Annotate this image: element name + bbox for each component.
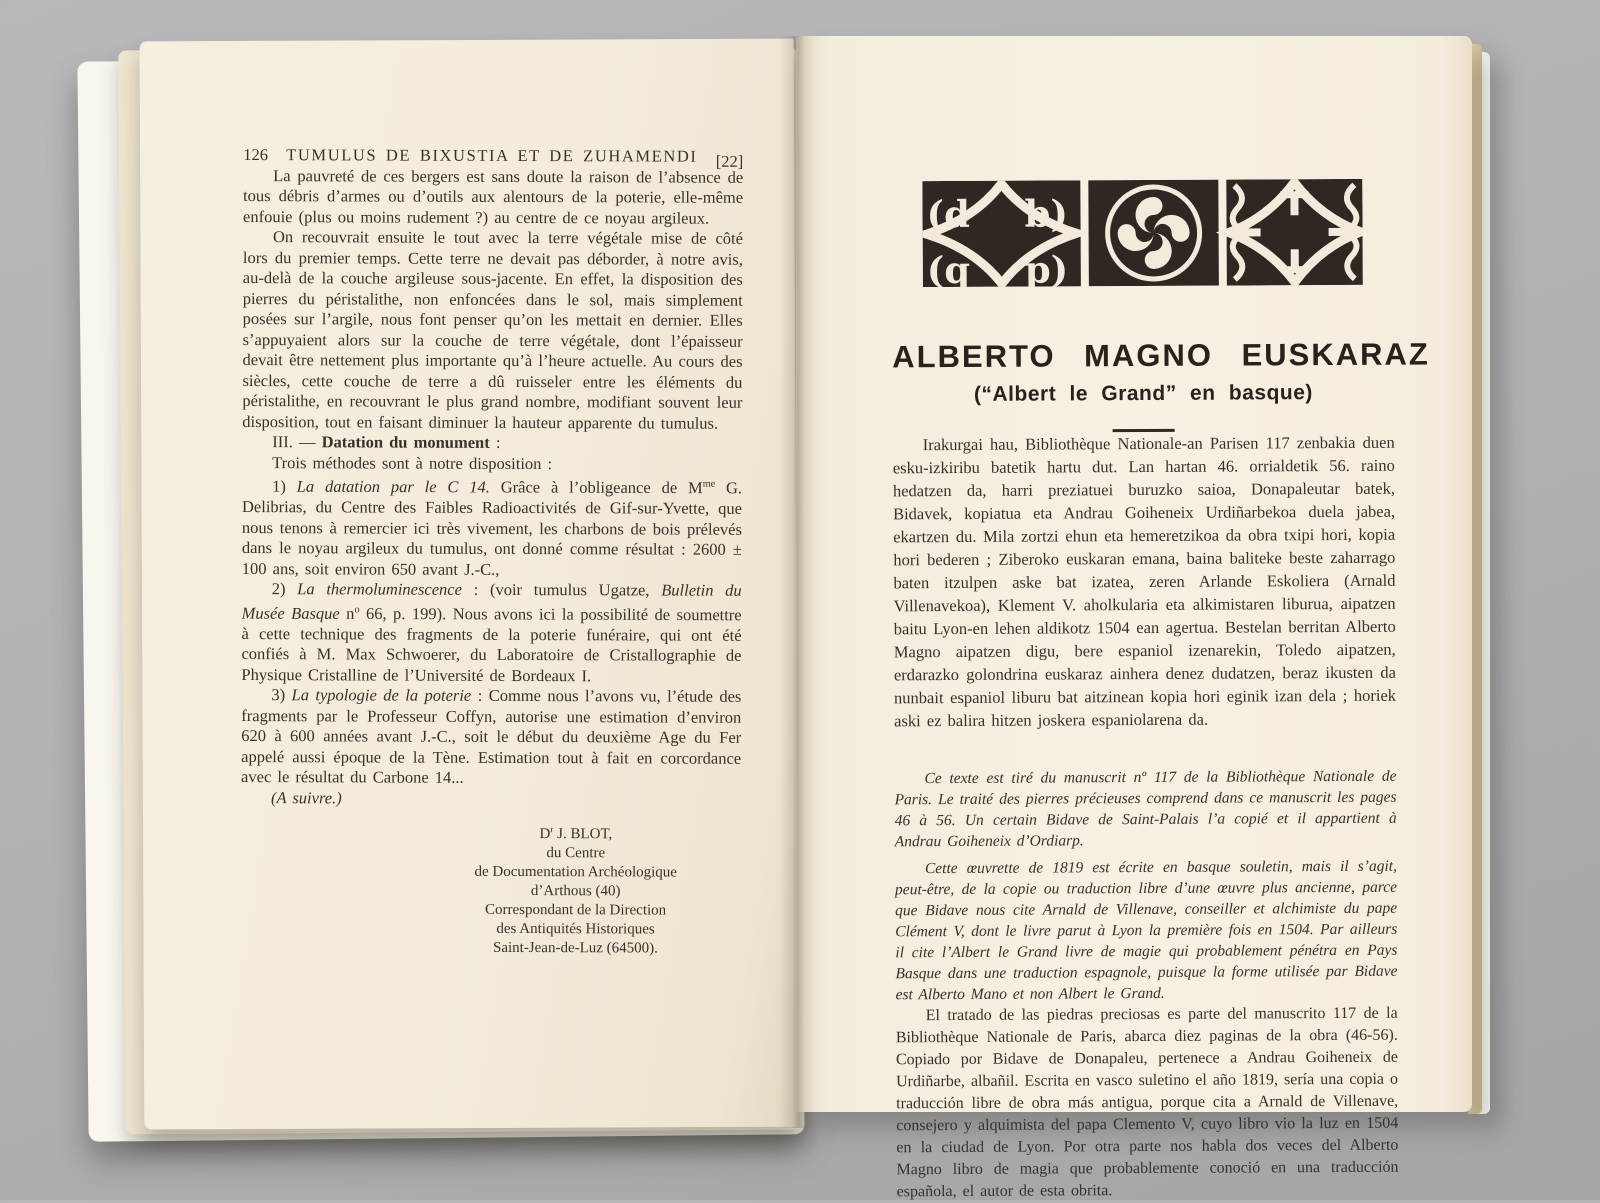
- numbered-item-1: 1) La datation par le C 14. Grâce à l’obligeance de $M^{me}$ G. Delibrias, du Centre des Faibles Radioactivités de Gif-sur-Yvette, que nous tenons à remercier ici très vivement, les charbons de bois prélevés dans le noyau argileux du tumulus, ont donné comme résultat : 2600 ± 100 ans, soit environ 650 avant J.-C.,: [241, 476, 743, 579]
- svg-text:(q: (q: [926, 247, 971, 288]
- running-head: [243, 145, 744, 171]
- right-page: [796, 36, 1472, 1201]
- continuation-note: (A suivre.): [270, 787, 342, 807]
- open-book: [80, 36, 1492, 1201]
- author-signature-block: $D^r$ J. BLOT, du Centre de Documentation Archéologique d’Arthous (40) Correspondant de la Direction des Antiquités Historiques Saint-Jean-de-Luz (64500).: [474, 825, 677, 957]
- ornament-tile-left: [922, 180, 1081, 287]
- french-italic-block: [894, 766, 1397, 1006]
- numbered-item-3: 3) La typologie de la poterie : Comme nous l’avons vu, l’étude des fragments par le Professeur Coffyn, autorise une estimation d’environ 620 à 600 années avant J.-C., soit le début du deuxième Age du Fer appelé aussi époque de la Tène. Estimation tout à fait en corcordance avec le résultat du Carbone 14...: [241, 685, 742, 787]
- spanish-paragraph: El tratado de las piedras preciosas es parte del manuscrito 117 de la Bibliothèque Nationale de Paris, abarca diez paginas de la obra (46-56). Copiado por Bidave de Donapaleu, pertenece a Andrau Goiheneix de Urdiñarbe, albañil. Escrita en vasco suletino el año 1819, sería una copia o traducción libre de obra más antigua, porque cita a Arnald de Villenave, consejero y alquimista del papa Clemento V, cuyo libro vio la luz en 1504 en la ciudad de Lyon. Por otra parte nos habla dos veces del Alberto Magno libro de magia que probablemente conoció en una traducción española, el autor de esta obrita.: [895, 1004, 1399, 1201]
- section-heading: III. — Datation du monument :: [272, 432, 501, 452]
- running-title: TUMULUS DE BIXUSTIA ET DE ZUHAMENDI: [286, 145, 698, 166]
- numbered-item-2: 2) La thermoluminescence : (voir tumulus Ugatze, Bulletin du Musée Basque $n^o$ 66, p. 199). Nous avons ici la possibilité de soumettre à cette technique des fragments de la poterie funéraire, qui ont été confiés à M. Max Schwoerer, du Laboratoire de Cristallographie de Physique Cristalline de l’Université de Bordeaux I.: [241, 579, 742, 685]
- ornament-tile-lauburu: [1088, 180, 1219, 287]
- left-page: [140, 39, 799, 1130]
- page-number: 126: [243, 145, 269, 165]
- left-page-content: [240, 145, 743, 959]
- article-subtitle: (“Albert le Grand” en basque): [973, 381, 1313, 406]
- svg-text:(d: (d: [926, 191, 971, 237]
- basque-paragraph: Irakurgai hau, Bibliothèque Nationale-an Parisen 117 zenbakia duen esku-izkiribu batetik hartu dut. Lan hartan 46. orrialdetik 56. raino hedatzen da, harri preziatuei buruzko saioa, Donapaleutar batek, Bidavek, kopiatua eta Andrau Goiheneix Urdiñarbekoa duela jabea, ekartzen du. Mila zortzi ehun eta hemeretzikoa da obra txipi hori, kopia hori bederen ; Ziberoko euskaran emana, baina baliteke beste zaharrago baten itzulpen aske bat izatea, zeren Arlande Eskoliera (Arnald Villenavekoa), Klement V. aholkularia eta alkimistaren liburua, aipatzen baitu Lyon-en lehen aldikotz 1504 ean agertua. Bestelan berritan Alberto Magno aipatzen digu, bere espaniol izenarekin, Toledo aipatzen, erdarazko golondrina euskaraz ainhera denez dudatzen, beraz ikusten da nunbait espaniol liburu bat aitzinean kopia hori eginik izan dela ; horiek aski ez balira hitzen joskera espaniolarena da.: [892, 432, 1397, 731]
- french-paragraph: Ce texte est tiré du manuscrit nº 117 de la Bibliothèque Nationale de Paris. Le traité des pierres précieuses comprend dans ce manuscrit les pages 46 à 56. Un certain Bidave de Saint-Palais l’a copié et il appartient à Andrau Goiheneix d’Ordiarp.: [894, 767, 1397, 851]
- margin-reference: [22]: [715, 151, 744, 171]
- section-intro: Trois méthodes sont à notre disposition :: [272, 452, 553, 473]
- paragraph: On recouvrait ensuite le tout avec la terre végétale mise de côté lors du premier temps. Cette terre ne devait pas déborder, à notre avis, au-delà de la couche argileuse sous-jacente. En effet, la disposition des pierres du péristalithe, non enfoncées dans le sol, mais simplement posées sur l’argile, nous font penser qu’on les mettait en dernier. Elles s’appuyaient alors sur la couche de terre végétale, dont l’épaisseur devait être nettement plus importante qu’à l’heure actuelle. Au cours des siècles, cette couche de terre a dû ruisseler entre les éléments du péristalithe, en recouvrant le plus grand nombre, modifiant souvent leur disposition, tout en faisant diminuer la hauteur apparente du tumulus.: [242, 227, 743, 433]
- paragraph: La pauvreté de ces bergers est sans doute la raison de l’absence de tous débris d’armes ou d’outils aux alentours de la poterie, elle-même enfouie (plus ou moins rudement ?) au centre de ce noyau argileux.: [242, 165, 744, 228]
- right-page-content: [891, 179, 1430, 1203]
- french-paragraph: Cette œuvrette de 1819 est écrite en basque souletin, mais il s’agit, peut-être, de la copie ou traduction libre d’une œuvre plus ancienne, parce que Bidave nous cite Arnald de Villenave, conseiller et alchimiste du pape Clément V, dont le livre parut à Lyon la première fois en 1504. Par ailleurs il cite l’Albert le Grand livre de magie qui probablement pénétra en Pays Basque dans une traduction espagnole, puisque la forme utilisée par Bidave est Alberto Mano et non Albert le Grand.: [894, 857, 1398, 1004]
- svg-text:p): p): [1024, 247, 1069, 288]
- ornament-tile-right: [1226, 179, 1363, 286]
- ornament-wrap: [891, 179, 1394, 294]
- basque-lauburu-ornament-band: [922, 179, 1363, 287]
- svg-text:b): b): [1024, 191, 1069, 236]
- article-title: ALBERTO MAGNO EUSKARAZ: [892, 336, 1430, 375]
